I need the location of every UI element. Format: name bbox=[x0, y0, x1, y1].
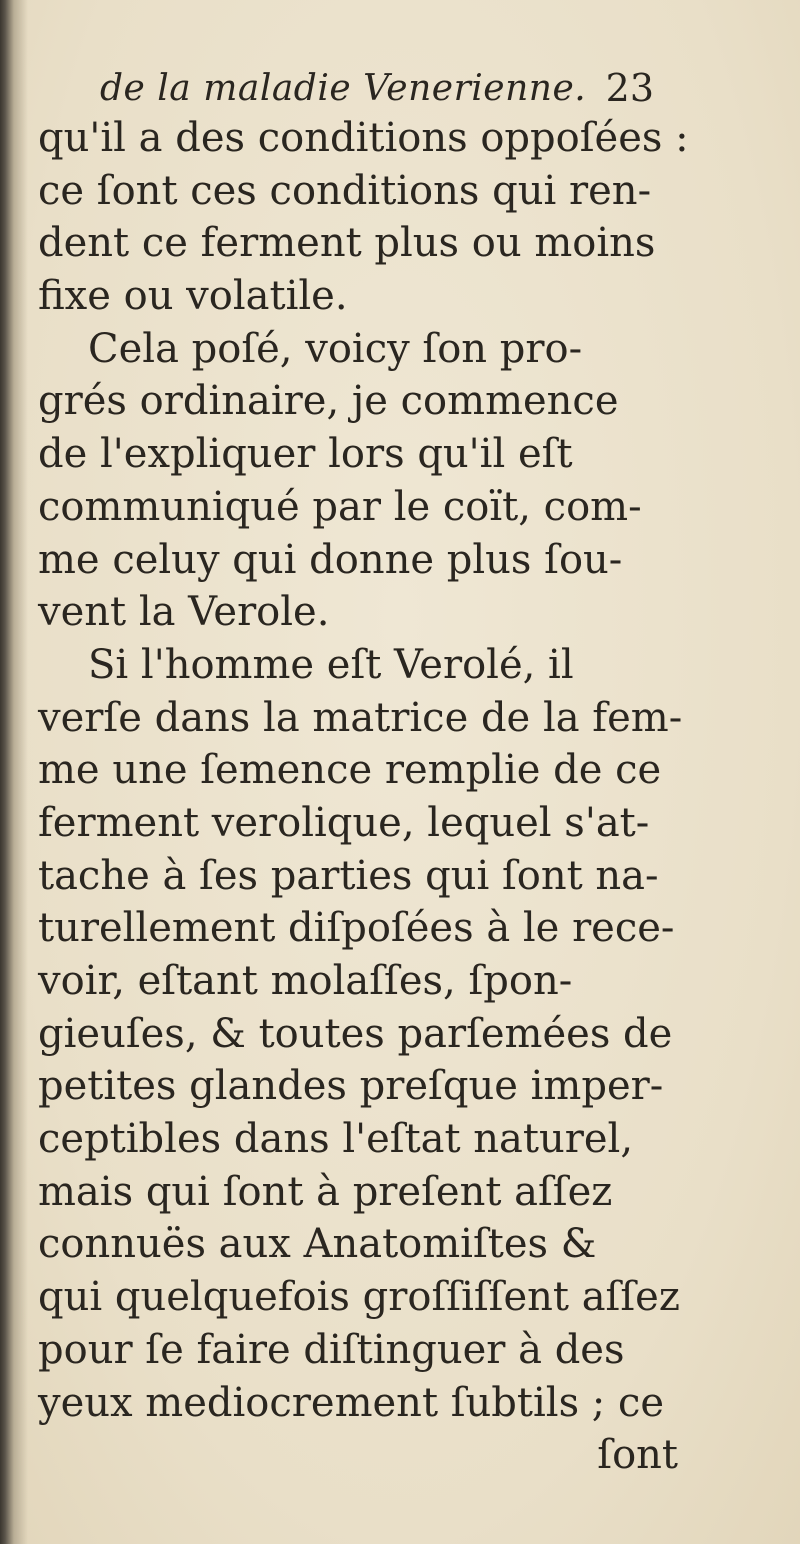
catchword: ſont bbox=[597, 1432, 678, 1479]
text-line: ceptibles dans l'eſtat naturel, bbox=[38, 1116, 634, 1163]
text-line: qu'il a des conditions oppoſées : bbox=[38, 115, 689, 161]
text-line: petites glandes preſque imper- bbox=[38, 1063, 664, 1110]
text-line: connuës aux Anatomiſtes & bbox=[38, 1221, 597, 1268]
text-line: me celuy qui donne plus ſou- bbox=[38, 536, 623, 583]
text-line: me une ſemence remplie de ce bbox=[38, 747, 662, 794]
text-line: fixe ou volatile. bbox=[38, 273, 348, 320]
text-line: ce ſont ces conditions qui ren- bbox=[38, 167, 652, 214]
text-line: qui quelquefois groſſiſſent aſſez bbox=[38, 1274, 680, 1321]
text-line: vent la Verole. bbox=[38, 589, 330, 636]
paragraph-start-line: Cela poſé, voicy ſon pro- bbox=[88, 325, 583, 372]
text-line: dent ce ferment plus ou moins bbox=[38, 220, 656, 267]
text-line: pour ſe faire diſtinguer à des bbox=[38, 1326, 625, 1373]
page-header bbox=[100, 62, 660, 114]
text-line: grés ordinaire, je commence bbox=[38, 378, 619, 425]
text-line: turellement diſpoſées à le rece- bbox=[38, 905, 675, 952]
page-number: 23 bbox=[605, 66, 654, 110]
text-line: de l'expliquer lors qu'il eſt bbox=[38, 431, 573, 478]
text-line: voir, eſtant molaſſes, ſpon- bbox=[38, 958, 573, 1004]
binding-gutter bbox=[0, 0, 28, 1544]
text-line: ferment verolique, lequel s'at- bbox=[38, 799, 650, 846]
body-text bbox=[38, 112, 689, 1482]
paragraph-start-line: Si l'homme eſt Verolé, il bbox=[88, 641, 574, 688]
text-line: tache à ſes parties qui ſont na- bbox=[38, 852, 659, 899]
text-line: verſe dans la matrice de la fem- bbox=[38, 694, 683, 741]
text-line: mais qui ſont à preſent aſſez bbox=[38, 1168, 613, 1215]
text-line: yeux mediocrement ſubtils ; ce bbox=[38, 1379, 665, 1426]
text-line: communiqué par le coït, com- bbox=[38, 483, 642, 530]
running-title: de la maladie Venerienne. bbox=[100, 68, 587, 109]
text-line: gieuſes, & toutes parſemées de bbox=[38, 1010, 673, 1057]
